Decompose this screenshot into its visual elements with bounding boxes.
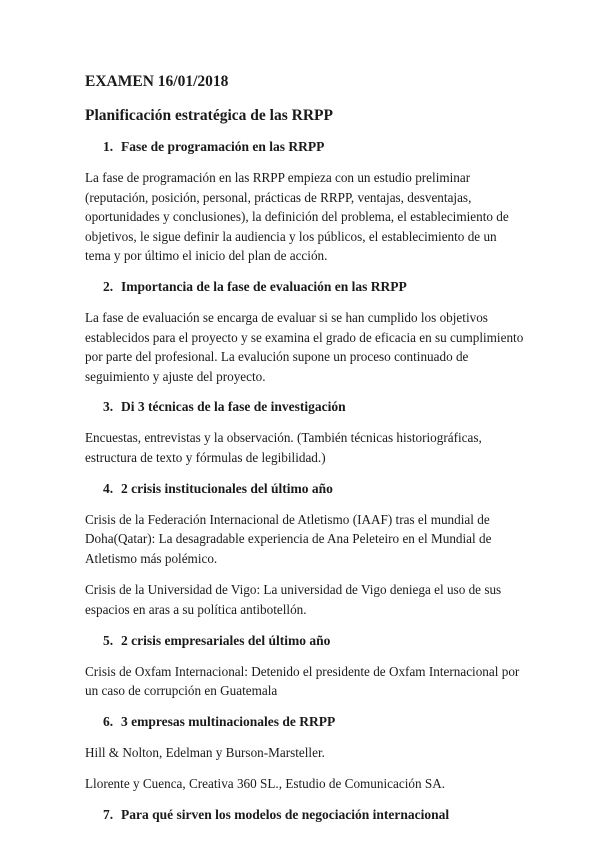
section-heading-text: 2 crisis empresariales del último año [121,632,331,648]
section-number: 1. [103,139,114,154]
section-heading [85,632,525,650]
section-heading [85,398,525,416]
section-5 [85,632,525,701]
section-paragraph: Llorente y Cuenca, Creativa 360 SL., Estudio de Comunicación SA. [85,776,446,792]
section-paragraph: Crisis de Oxfam Internacional: Detenido el presidente de Oxfam Internacional por un caso de corrupción en Guatemala [85,663,520,699]
section-number: 5. [103,632,114,648]
section-number: 2. [103,278,114,294]
section-3 [85,398,525,467]
section-paragraph: La fase de programación en las RRPP empieza con un estudio preliminar (reputación, posición, personal, prácticas de RRPP, ventajas, desventajas, oportunidades y conclusiones), la definición del problema, el establecimiento de objetivos, le sigue definir la audiencia y los públicos, el establecimiento de un tema y por último el inicio del plan de acción. [85,170,509,264]
section-number: 7. [103,806,114,822]
section-heading [85,806,525,824]
section-heading [85,713,525,731]
section-1 [85,138,525,266]
section-paragraph: La fase de evaluación se encarga de evaluar si se han cumplido los objetivos establecidos para el proyecto y se examina el grado de eficacia en su cumplimiento por parte del profesional. La evalución supone un proceso continuado de seguimiento y ajuste del proyecto. [85,309,524,384]
section-heading [85,278,525,296]
section-7 [85,806,525,824]
section-heading-text: Importancia de la fase de evaluación en las RRPP [121,278,407,294]
section-paragraph: Hill & Nolton, Edelman y Burson-Marsteller. [85,744,325,760]
section-heading [85,138,525,156]
document-subtitle: Planificación estratégica de las RRPP [85,107,333,124]
section-paragraph: Encuestas, entrevistas y la observación. (También técnicas historiográficas, estructura de texto y fórmulas de legibilidad.) [85,430,482,465]
section-2 [85,278,525,386]
section-heading-text: Para qué sirven los modelos de negociación internacional [121,806,450,822]
section-heading-text: 3 empresas multinacionales de RRPP [121,713,336,729]
section-heading-text: 2 crisis institucionales del último año [121,480,333,496]
section-heading-text: Fase de programación en las RRPP [121,139,325,154]
document-page [85,72,525,836]
section-6 [85,713,525,794]
section-heading-text: Di 3 técnicas de la fase de investigación [121,399,346,415]
section-number: 4. [103,480,114,496]
section-paragraph: Crisis de la Universidad de Vigo: La universidad de Vigo deniega el uso de sus espacios en aras a su política antibotellón. [85,582,502,617]
section-4 [85,480,525,620]
section-number: 6. [103,713,114,729]
section-paragraph: Crisis de la Federación Internacional de Atletismo (IAAF) tras el mundial de Doha(Qatar): La desagradable experiencia de Ana Peleteiro en el Mundial de Atletismo más polémico. [85,511,492,566]
section-number: 3. [103,399,114,415]
exam-title: EXAMEN 16/01/2018 [85,73,229,90]
section-heading [85,480,525,498]
